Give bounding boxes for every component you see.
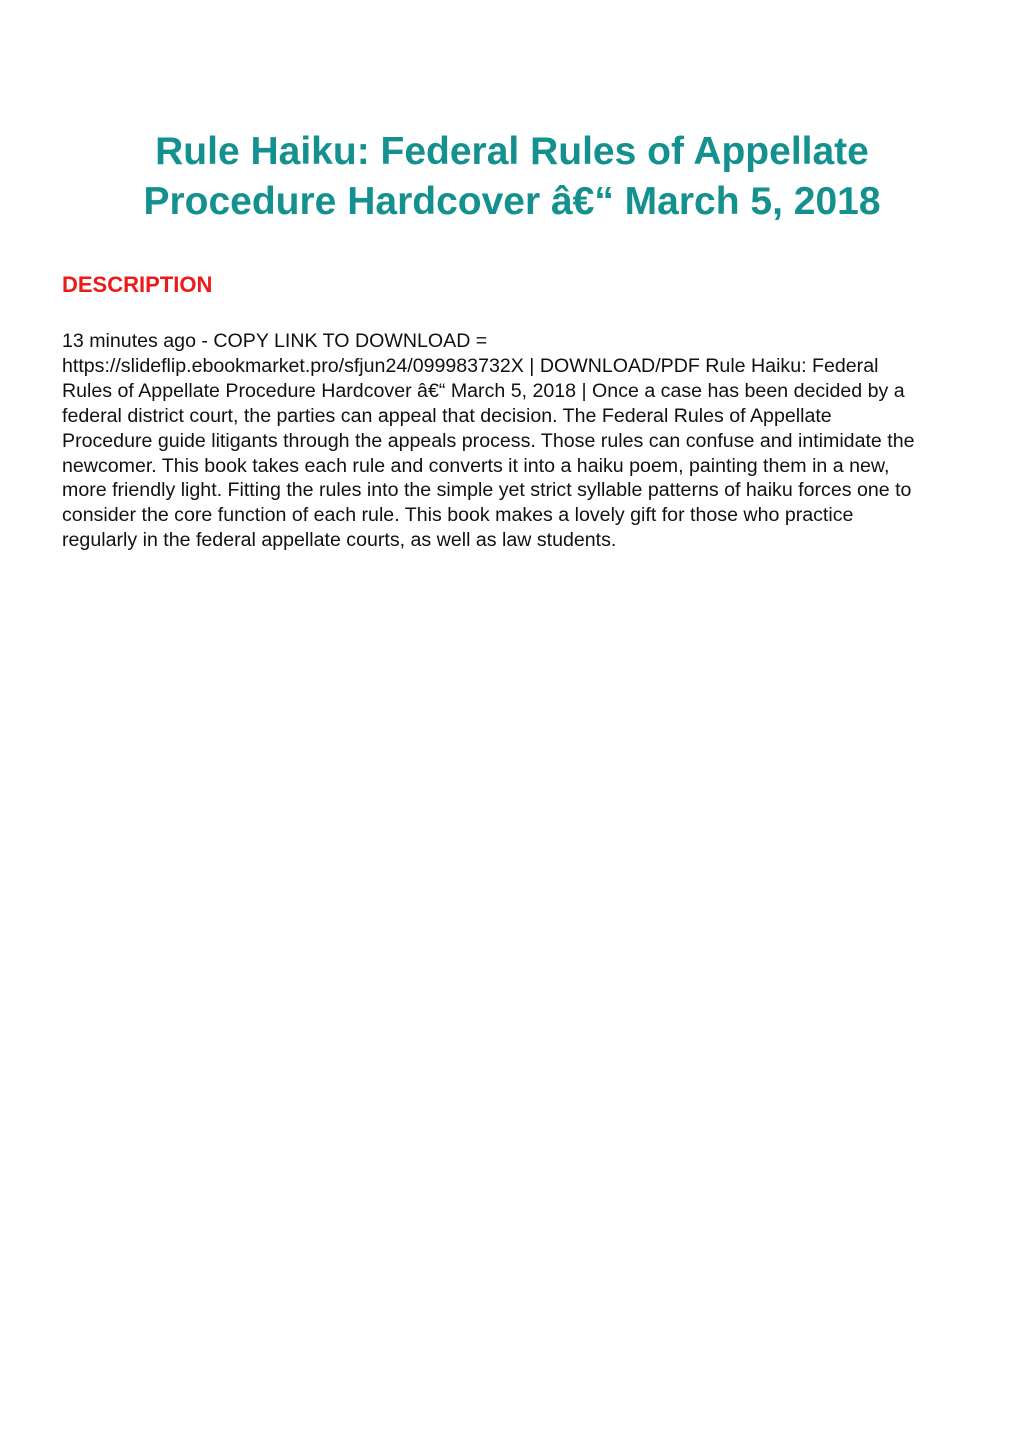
description-line: Procedure guide litigants through the appeals process. Those rules can confuse and intimidate the: [62, 429, 915, 452]
description-line: Rules of Appellate Procedure Hardcover â€“ March 5, 2018 | Once a case has been decided by a: [62, 379, 905, 402]
description-heading: DESCRIPTION: [62, 272, 213, 297]
description-line: regularly in the federal appellate courts, as well as law students.: [62, 529, 617, 552]
description-line: consider the core function of each rule. This book makes a lovely gift for those who practice: [62, 504, 854, 527]
document-title: [40, 127, 984, 227]
description-line: https://slideflip.ebookmarket.pro/sfjun24/099983732X | DOWNLOAD/PDF Rule Haiku: Federal: [62, 354, 879, 377]
description-line: federal district court, the parties can appeal that decision. The Federal Rules of Appellate: [62, 404, 832, 427]
description-body: [62, 329, 970, 553]
title-line: Procedure Hardcover â€“ March 5, 2018: [143, 180, 881, 223]
description-line: newcomer. This book takes each rule and converts it into a haiku poem, painting them in a new,: [62, 454, 890, 477]
description-line: more friendly light. Fitting the rules into the simple yet strict syllable patterns of haiku forces one to: [62, 479, 912, 502]
title-line: Rule Haiku: Federal Rules of Appellate: [155, 130, 869, 173]
description-line: 13 minutes ago - COPY LINK TO DOWNLOAD =: [62, 330, 488, 352]
